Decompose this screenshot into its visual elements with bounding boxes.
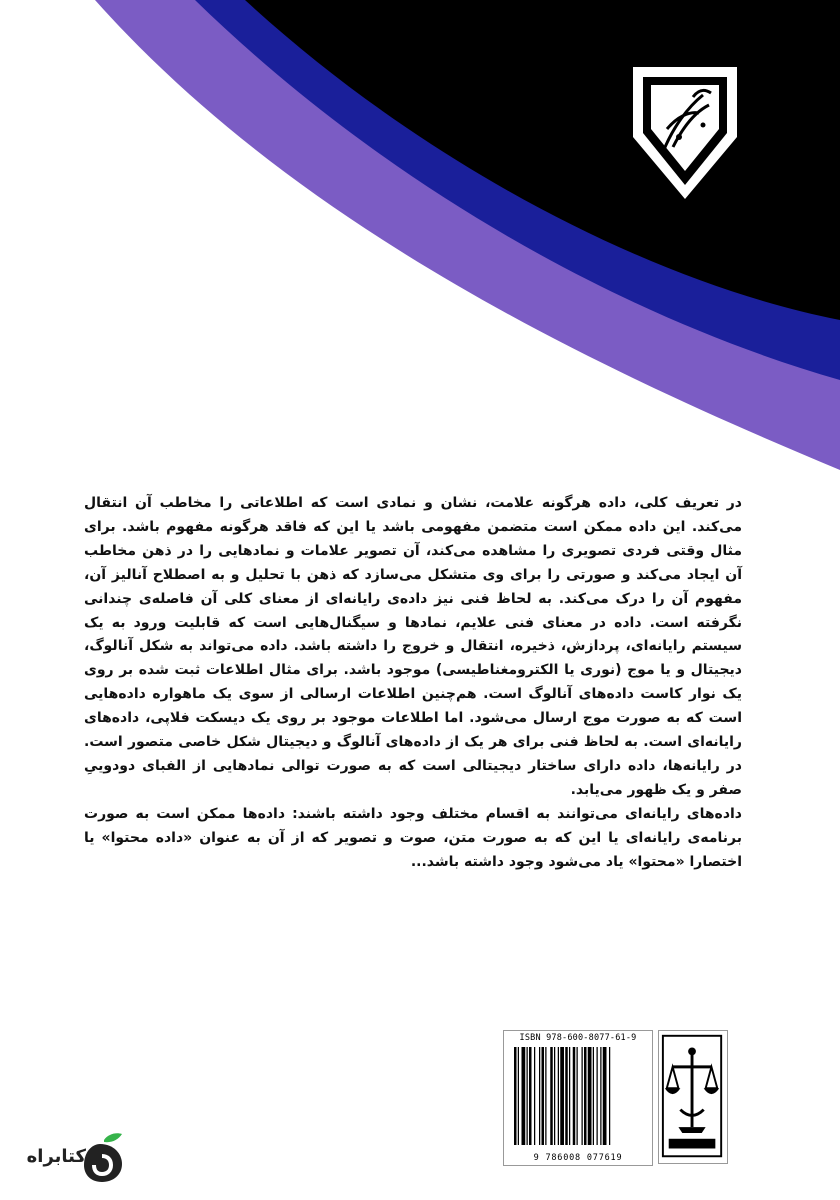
cover-top-artwork: [0, 0, 840, 470]
barcode-digits: 9 786008 077619: [533, 1153, 623, 1163]
isbn-label: ISBN 978-600-8077-61-9: [519, 1033, 637, 1043]
publisher-logo: [658, 1030, 728, 1164]
paragraph-1: در تعریف کلی، داده هرگونه علامت، نشان و نمادی است که اطلاعاتی را مخاطب آن انتقال می‌کند. این داده ممکن است متضمن مفهومی باشد یا این که فاقد هرگونه مفهوم باشد. برای مثال وقتی فردی تصویری را مشاهده می‌کند، آن تصویر علامات و نمادهایی را در ذهن مخاطب آن ایجاد می‌کند و صورتی را برای وی متشکل می‌سازد که ذهن با تحلیل و به اصطلاح آنالیز آن، مفهوم آن را درک می‌کند. به لحاظ فنی نیز داده‌ی رایانه‌ای از معنای کلی آن فاصله‌ی چندانی نگرفته است. داده در معنای فنی علایم، نمادها و سیگنال‌هایی است که قابلیت ورود به یک سیستم رایانه‌ای، پردازش، ذخیره، انتقال و خروج را داشته باشد. داده می‌تواند به شکل آنالوگ، دیجیتال و یا موج (نوری یا الکترومغناطیسی) موجود باشد. برای مثال اطلاعات ثبت شده بر روی یک نوار کاست داده‌های آنالوگ است. هم‌چنین اطلاعات ارسالی از سوی یک ماهواره داده‌هایی است که به صورت موج ارسال می‌شود. اما اطلاعات موجود بر روی یک دیسکت فلاپی، داده‌های رایانه‌ای است. به لحاظ فنی برای هر یک از داده‌های آنالوگ و دیجیتال شکل خاصی متصور است. در رایانه‌ها، داده دارای ساختار دیجیتالی است که به صورت توالی نمادهایی از الفبای دودوییِ صفر و یک ظهور می‌یابد.: [84, 495, 742, 798]
isbn-barcode: [503, 1030, 653, 1166]
store-name: کتابراه: [26, 1146, 86, 1167]
barcode-bars: [512, 1047, 644, 1145]
paragraph-2: داده‌های رایانه‌ای می‌توانند به اقسام مختلف وجود داشته باشند: داده‌ها ممکن است به صورت برنامه‌ی رایانه‌ای یا این که به صورت متن، صوت و تصویر که از آن به عنوان «داده محتوا» یا اختصارا «محتوا» یاد می‌شود وجود داشته باشد...: [84, 805, 742, 870]
scales-of-justice-icon: [659, 1031, 727, 1163]
back-cover-text: [84, 492, 742, 875]
